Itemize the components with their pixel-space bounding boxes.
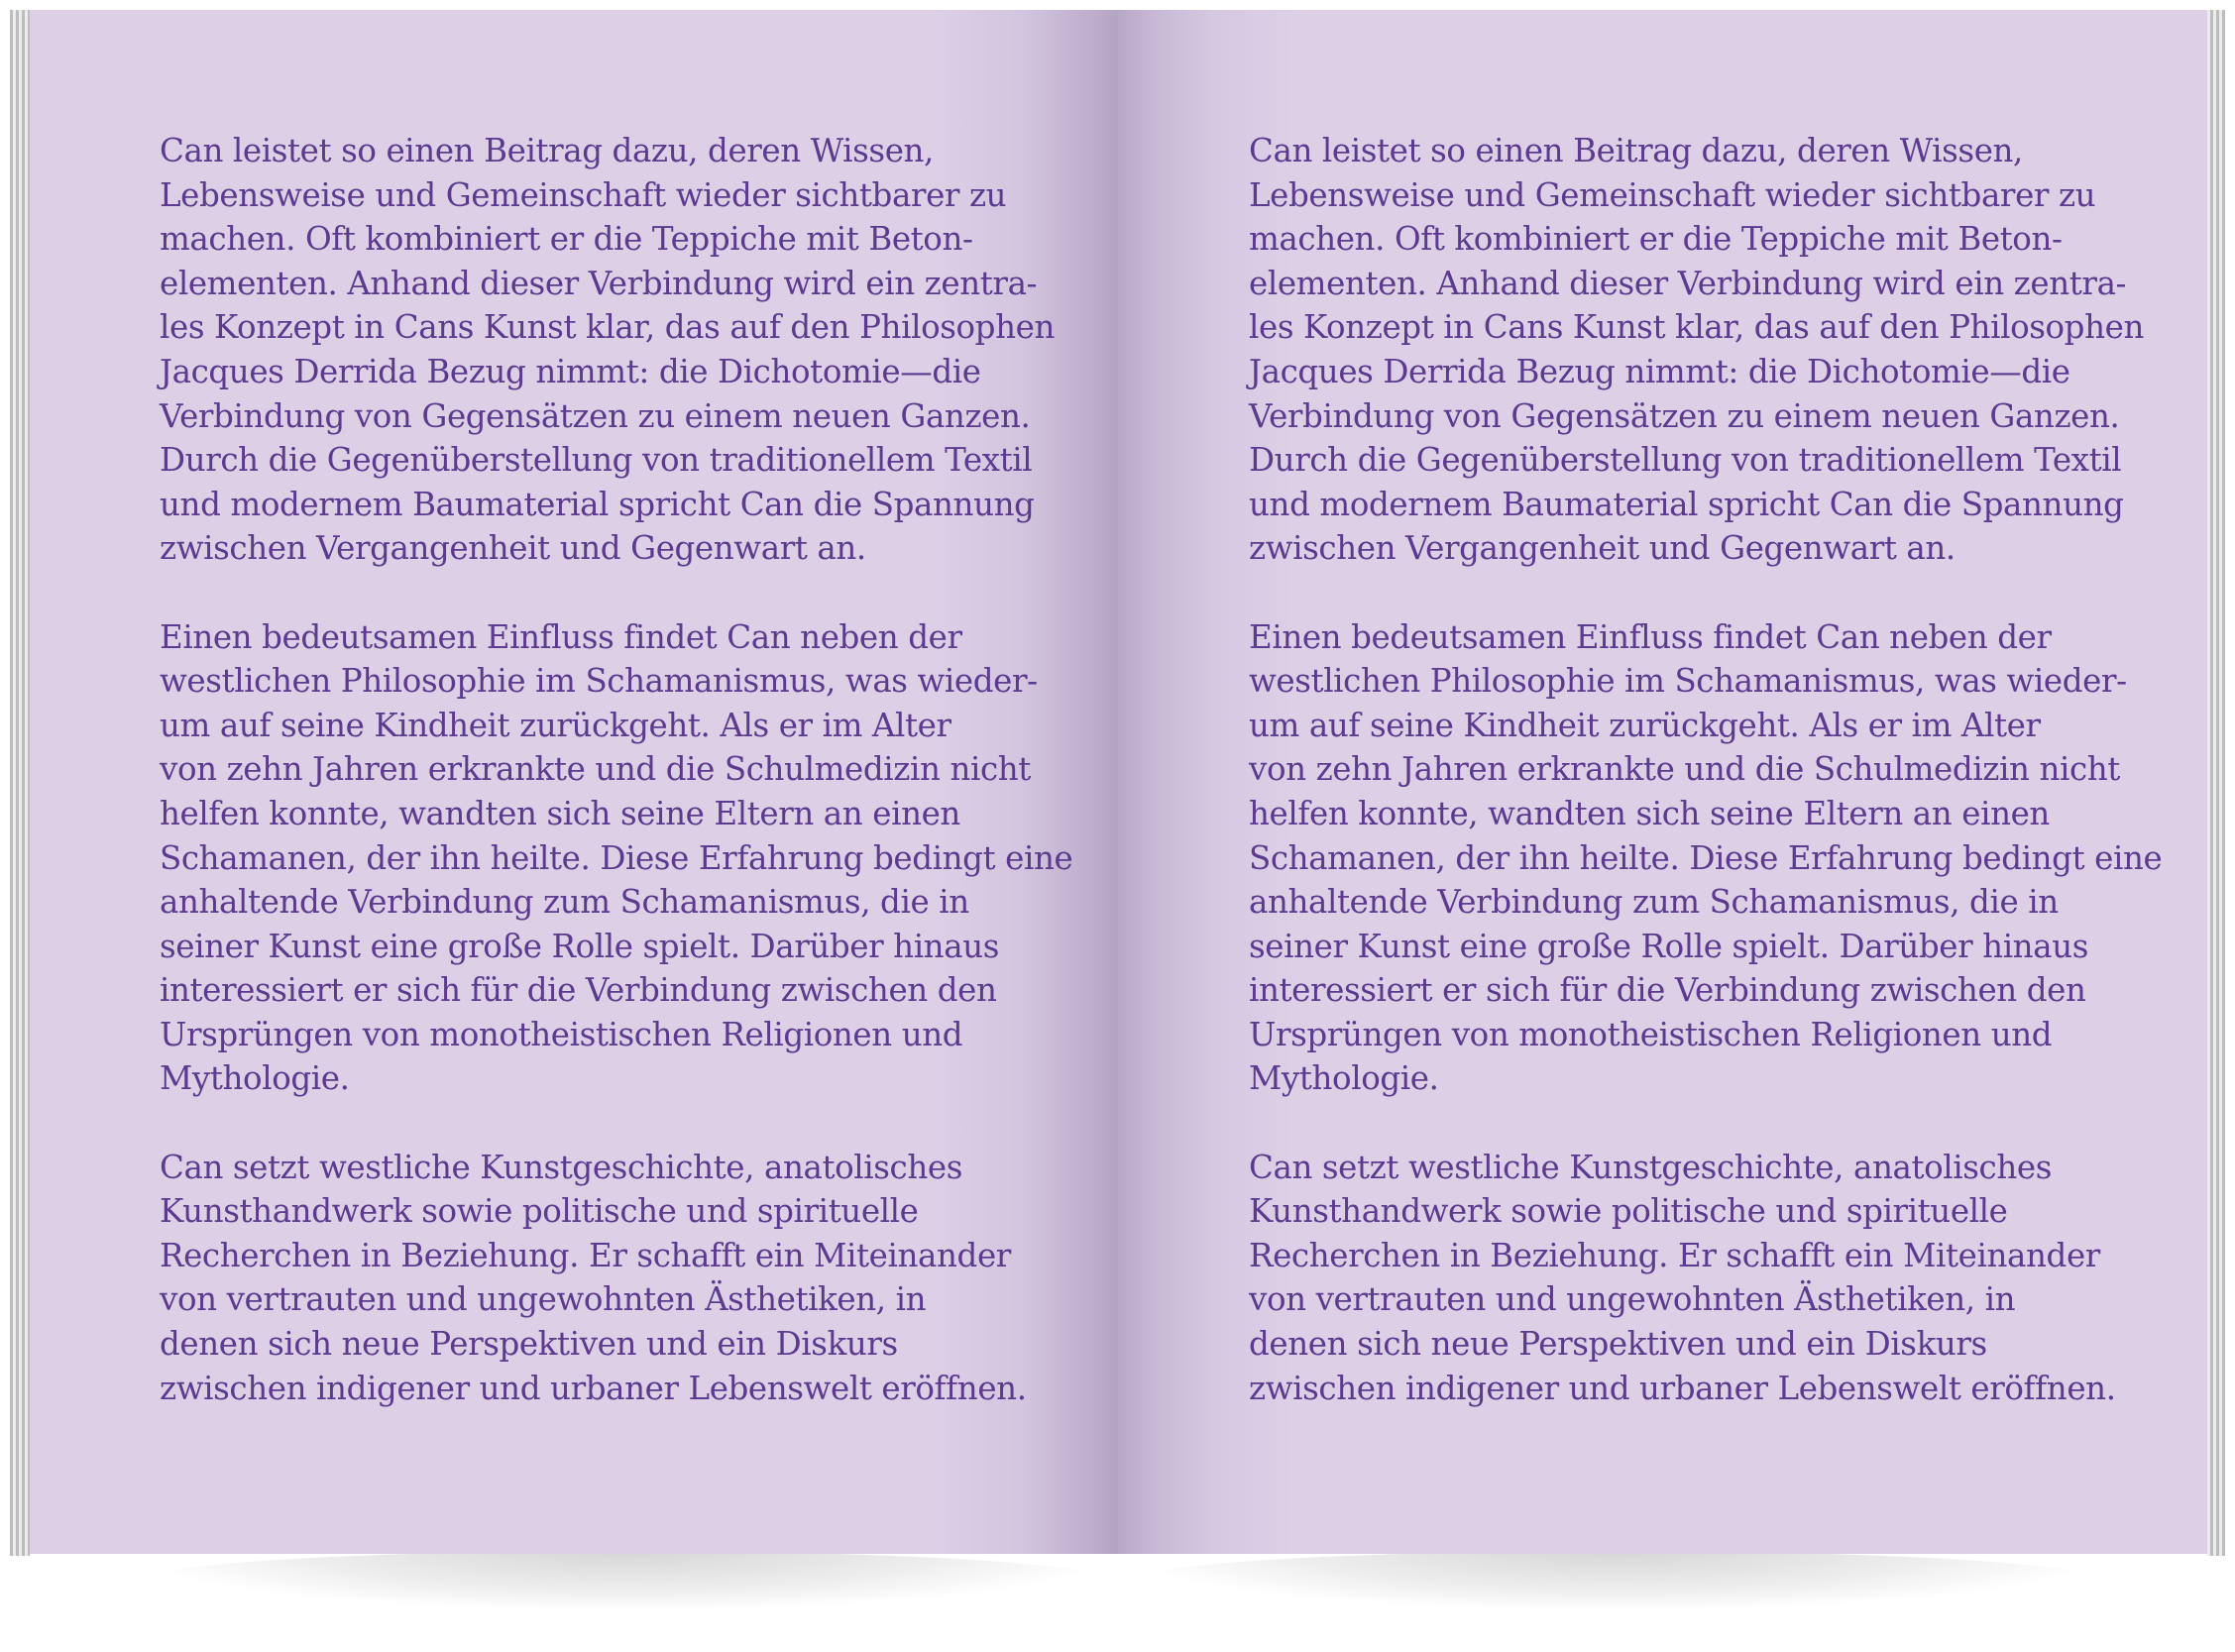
text-line: um auf seine Kindheit zurückgeht. Als er im Alter: [160, 706, 951, 744]
text-line: helfen konnte, wandten sich seine Eltern an einen: [160, 794, 960, 832]
text-line: Verbindung von Gegensätzen zu einem neuen Ganzen.: [1249, 396, 2120, 435]
text-line: Durch die Gegenüberstellung von traditionellem Textil: [160, 441, 1033, 480]
text-line: von zehn Jahren erkrankte und die Schulmedizin nicht: [160, 750, 1031, 789]
text-line: Lebensweise und Gemeinschaft wieder sichtbarer zu: [1249, 175, 2096, 214]
text-line: westlichen Philosophie im Schamanismus, was wieder-: [1249, 662, 2127, 701]
floor-shadow-right: [1130, 1551, 2101, 1610]
right-paragraph-2: [1249, 615, 2163, 1102]
left-paragraph-3: [160, 1146, 1052, 1411]
text-line: machen. Oft kombiniert er die Teppiche mit Beton-: [1249, 220, 2063, 259]
left-page: [30, 10, 1118, 1554]
left-paragraph-2: [160, 615, 1073, 1102]
text-line: Can setzt westliche Kunstgeschichte, anatolisches: [160, 1148, 962, 1186]
text-line: Kunsthandwerk sowie politische und spirituelle: [160, 1192, 919, 1231]
text-line: Recherchen in Beziehung. Er schafft ein Miteinander: [1249, 1236, 2100, 1274]
text-line: les Konzept in Cans Kunst klar, das auf den Philosophen: [160, 308, 1055, 347]
text-line: les Konzept in Cans Kunst klar, das auf den Philosophen: [1249, 308, 2144, 347]
right-paragraph-3: [1249, 1146, 2141, 1411]
text-line: anhaltende Verbindung zum Schamanismus, die in: [160, 883, 969, 922]
text-line: helfen konnte, wandten sich seine Eltern an einen: [1249, 794, 2050, 832]
text-line: zwischen Vergangenheit und Gegenwart an.: [160, 529, 866, 568]
text-line: Einen bedeutsamen Einfluss findet Can neben der: [160, 617, 962, 656]
text-line: zwischen Vergangenheit und Gegenwart an.: [1249, 529, 1956, 568]
text-line: von vertrauten und ungewohnten Ästhetiken, in: [1249, 1280, 2016, 1319]
text-line: denen sich neue Perspektiven und ein Diskurs: [160, 1325, 898, 1364]
text-line: westlichen Philosophie im Schamanismus, was wieder-: [160, 662, 1038, 701]
text-line: seiner Kunst eine große Rolle spielt. Darüber hinaus: [1249, 927, 2089, 965]
right-page: [1118, 10, 2207, 1554]
text-line: elementen. Anhand dieser Verbindung wird ein zentra-: [160, 264, 1038, 302]
text-line: Mythologie.: [1249, 1059, 1439, 1098]
text-line: elementen. Anhand dieser Verbindung wird ein zentra-: [1249, 264, 2127, 302]
left-paragraph-1: [160, 129, 1055, 571]
text-line: Kunsthandwerk sowie politische und spirituelle: [1249, 1192, 2008, 1231]
right-paragraph-1: [1249, 129, 2144, 571]
right-page-edges: [2207, 10, 2225, 1556]
text-line: zwischen indigener und urbaner Lebenswelt eröffnen.: [1249, 1369, 2116, 1407]
text-line: Ursprüngen von monotheistischen Religionen und: [1249, 1015, 2053, 1053]
text-line: Can leistet so einen Beitrag dazu, deren Wissen,: [160, 132, 934, 169]
text-line: Can setzt westliche Kunstgeschichte, anatolisches: [1249, 1148, 2052, 1186]
text-line: und modernem Baumaterial spricht Can die Spannung: [1249, 485, 2124, 523]
left-page-edges: [10, 10, 30, 1556]
text-line: Can leistet so einen Beitrag dazu, deren Wissen,: [1249, 132, 2023, 169]
text-line: Einen bedeutsamen Einfluss findet Can neben der: [1249, 617, 2052, 656]
text-line: und modernem Baumaterial spricht Can die Spannung: [160, 485, 1035, 523]
text-line: machen. Oft kombiniert er die Teppiche mit Beton-: [160, 220, 973, 259]
text-line: Schamanen, der ihn heilte. Diese Erfahrung bedingt eine: [1249, 838, 2163, 877]
text-line: interessiert er sich für die Verbindung zwischen den: [1249, 971, 2086, 1010]
text-line: von zehn Jahren erkrankte und die Schulmedizin nicht: [1249, 750, 2120, 789]
text-line: Recherchen in Beziehung. Er schafft ein Miteinander: [160, 1236, 1011, 1274]
text-line: Jacques Derrida Bezug nimmt: die Dichotomie—die: [1249, 352, 2070, 390]
text-line: denen sich neue Perspektiven und ein Diskurs: [1249, 1325, 1987, 1364]
text-line: interessiert er sich für die Verbindung zwischen den: [160, 971, 997, 1010]
text-line: Mythologie.: [160, 1059, 350, 1098]
text-line: seiner Kunst eine große Rolle spielt. Darüber hinaus: [160, 927, 1000, 965]
text-line: Ursprüngen von monotheistischen Religionen und: [160, 1015, 963, 1053]
text-line: Lebensweise und Gemeinschaft wieder sichtbarer zu: [160, 175, 1007, 214]
text-line: von vertrauten und ungewohnten Ästhetiken, in: [160, 1280, 927, 1319]
text-line: Schamanen, der ihn heilte. Diese Erfahrung bedingt eine: [160, 838, 1073, 877]
floor-shadow-left: [139, 1551, 1110, 1610]
text-line: um auf seine Kindheit zurückgeht. Als er im Alter: [1249, 706, 2041, 744]
right-text-column: [1249, 129, 2163, 1455]
left-text-column: [160, 129, 1073, 1455]
text-line: zwischen indigener und urbaner Lebenswelt eröffnen.: [160, 1369, 1027, 1407]
text-line: anhaltende Verbindung zum Schamanismus, die in: [1249, 883, 2059, 922]
text-line: Durch die Gegenüberstellung von traditionellem Textil: [1249, 441, 2122, 480]
text-line: Verbindung von Gegensätzen zu einem neuen Ganzen.: [160, 396, 1031, 435]
text-line: Jacques Derrida Bezug nimmt: die Dichotomie—die: [160, 352, 981, 390]
